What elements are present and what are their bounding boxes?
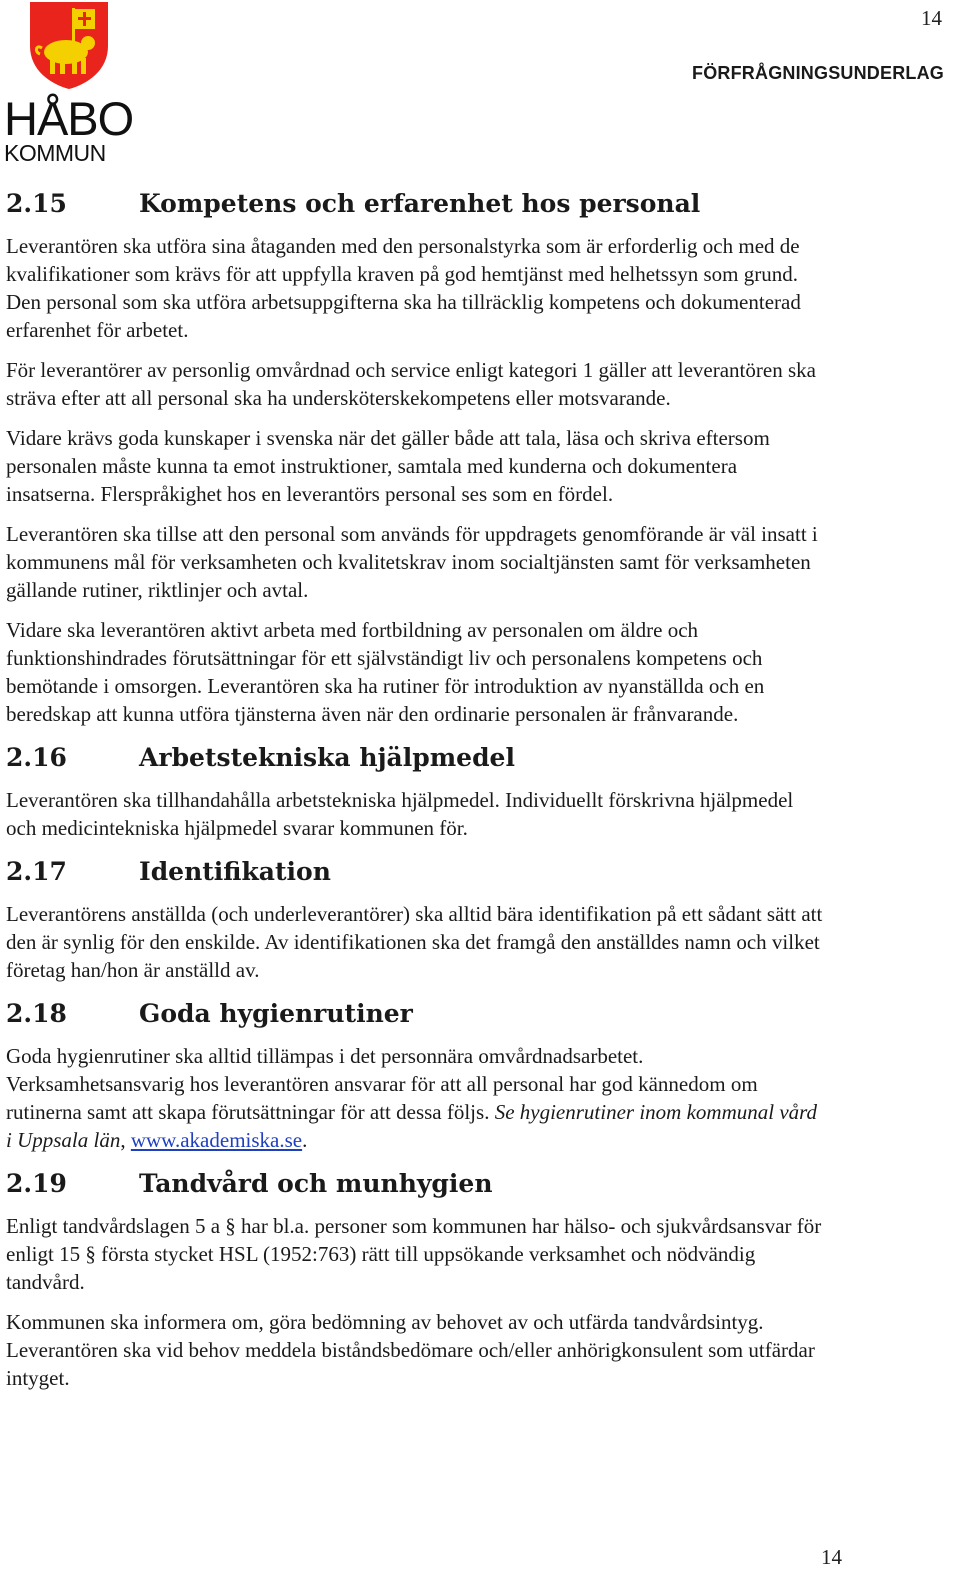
paragraph: Vidare krävs goda kunskaper i svenska när det gäller både att tala, läsa och skriva eftersom personalen måste kunna ta emot instruktioner, samtala med kunderna och dokumentera insatserna. Flerspråkighet hos en leverantörs personal ses som en fördel. (6, 426, 770, 506)
municipality-logo (4, 0, 136, 168)
paragraph: Leverantören ska utföra sina åtaganden med den personalstyrka som är erforderlig och med de kvalifikationer som krävs för att uppfylla kraven på god hemtjänst med helhetssyn som grund. Den personal som ska utföra arbetsuppgifterna ska ha tillräcklig kompetens och dokumenterad erfarenhet för arbetet. (6, 234, 801, 342)
page-number-bottom: 14 (821, 1545, 842, 1569)
section-heading-2-15: 2.15 Kompetens och erfarenhet hos personal (6, 189, 701, 218)
paragraph: Kommunen ska informera om, göra bedömning av behovet av och utfärda tandvårdsintyg. Leverantören ska vid behov meddela biståndsbedömare och/eller anhörigkonsulent som utfärdar intyget. (6, 1310, 815, 1390)
paragraph: Leverantörens anställda (och underleverantörer) ska alltid bära identifikation på ett sådant sätt att den är synlig för den enskilde. Av identifikationen ska det framgå den anställdes namn och vilket företag han/hon är anställd av. (6, 902, 823, 982)
section-heading-2-16: 2.16 Arbetstekniska hjälpmedel (6, 743, 515, 772)
logo-text-kommun: KOMMUN (4, 140, 106, 166)
paragraph: Enligt tandvårdslagen 5 a § har bl.a. personer som kommunen har hälso- och sjukvårdsansvar för enligt 15 § första stycket HSL (1952:763) rätt till uppsökande verksamhet och nödvändig tandvård. (6, 1214, 822, 1294)
paragraph: För leverantörer av personlig omvårdnad och service enligt kategori 1 gäller att leverantören ska sträva efter att all personal ska ha undersköterskekompetens eller motsvarande. (6, 358, 816, 410)
akademiska-link[interactable]: www.akademiska.se (130, 1128, 303, 1152)
habo-coat-of-arms-icon (28, 0, 110, 90)
section-heading-2-18: 2.18 Goda hygienrutiner (6, 999, 413, 1028)
document-label: FÖRFRÅGNINGSUNDERLAG (692, 63, 944, 83)
paragraph: Leverantören ska tillse att den personal som används för uppdragets genomförande är väl insatt i kommunens mål för verksamheten och kvalitetskrav inom socialtjänsten samt för verksamheten gällande rutiner, riktlinjer och avtal. (6, 522, 818, 602)
section-heading-2-17: 2.17 Identifikation (6, 857, 331, 886)
paragraph: Leverantören ska tillhandahålla arbetstekniska hjälpmedel. Individuellt förskrivna hjälpmedel och medicintekniska hjälpmedel svarar kommunen för. (6, 788, 794, 840)
hygiene-reference: Se hygienrutiner inom kommunal vård i Uppsala län (6, 1100, 818, 1152)
section-heading-2-19: 2.19 Tandvård och munhygien (6, 1169, 493, 1198)
document-body (6, 188, 826, 1392)
paragraph: Vidare ska leverantören aktivt arbeta med fortbildning av personalen om äldre och funktionshindrades förutsättningar för ett självständigt liv och personalens kompetens och bemötande i omsorgen. Leverantören ska ha rutiner för introduktion av nyanställda och en beredskap att kunna utföra tjänsterna även när den ordinarie personalen är frånvarande. (6, 618, 765, 726)
logo-text-habo: HÅBO (4, 92, 134, 145)
page-number-top: 14 (921, 6, 942, 30)
paragraph-hygiene: Goda hygienrutiner ska alltid tillämpas i det personnära omvårdnadsarbetet. Verksamhetsansvarig hos leverantören ansvarar för att all personal har god kännedom om rutinerna samt att skapa förutsättningar för att dessa följs. Se hygienrutiner inom kommunal vård i Uppsala län, www.akademiska.se. (6, 1044, 818, 1152)
